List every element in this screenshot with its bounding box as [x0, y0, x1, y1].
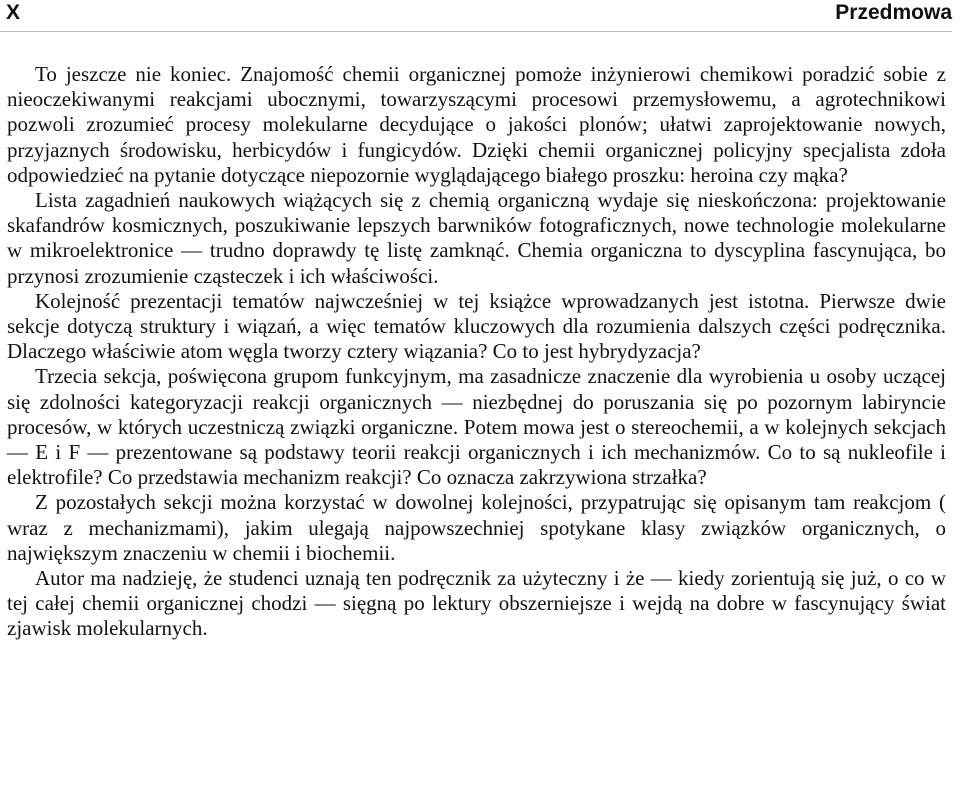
- section-title: Przedmowa: [835, 1, 952, 24]
- running-header: [6, 0, 952, 30]
- paragraph-4: Trzecia sekcja, poświęcona grupom funkcyjnym, ma zasadnicze znaczenie dla wyrobienia u osoby uczącej się zdolności kategoryzacji reakcji organicznych — niezbędnej do poruszania się po pozornym labiryncie procesów, w których uczestniczą związki organiczne. Potem mowa jest o stereochemii, a w kolejnych sekcjach — E i F — prezentowane są podstawy teorii reakcji organicznych i ich mechanizmów. Co to są nukleofile i elektrofile? Co przedstawia mechanizm reakcji? Co oznacza zakrzywiona strzałka?: [7, 364, 946, 490]
- body-text: [7, 62, 946, 642]
- header-rule: [0, 31, 952, 32]
- paragraph-6: Autor ma nadzieję, że studenci uznają ten podręcznik za użyteczny i że — kiedy zorientują się już, o co w tej całej chemii organicznej chodzi — sięgną po lektury obszerniejsze i wejdą na dobre w fascynujący świat zjawisk molekularnych.: [7, 566, 946, 641]
- paragraph-3: Kolejność prezentacji tematów najwcześniej w tej książce wprowadzanych jest istotna. Pierwsze dwie sekcje dotyczą struktury i wiązań, a więc tematów kluczowych dla rozumienia dalszych części podręcznika. Dlaczego właściwie atom węgla tworzy cztery wiązania? Co to jest hybrydyzacja?: [7, 288, 946, 364]
- paragraph-1: To jeszcze nie koniec. Znajomość chemii organicznej pomoże inżynierowi chemikowi poradzić sobie z nieoczekiwanymi reakcjami ubocznymi, towarzyszącymi procesowi przemysłowemu, a agrotechnikowi pozwoli zrozumieć procesy molekularne decydujące o jakości plonów; ułatwi zaprojektowanie nowych, przyjaznych środowisku, herbicydów i fungicydów. Dzięki chemii organicznej policyjny specjalista zdoła odpowiedzieć na pytanie dotyczące niepozornie wyglądającego białego proszku: heroina czy mąka?: [7, 62, 946, 187]
- paragraph-5: Z pozostałych sekcji można korzystać w dowolnej kolejności, przypatrując się opisanym tam reakcjom ( wraz z mechanizmami), jakim ulegają najpowszechniej spotykane klasy związków organicznych, o największym znaczeniu w chemii i biochemii.: [7, 490, 946, 565]
- paragraph-2: Lista zagadnień naukowych wiążących się z chemią organiczną wydaje się nieskończona: projektowanie skafandrów kosmicznych, poszukiwanie lepszych barwników fotograficznych, nowe technologie molekularne w mikroelektronice — trudno doprawdy tę listę zamknąć. Chemia organiczna to dyscyplina fascynująca, bo przynosi zrozumienie cząsteczek i ich właściwości.: [7, 188, 946, 288]
- page-number: X: [6, 1, 21, 24]
